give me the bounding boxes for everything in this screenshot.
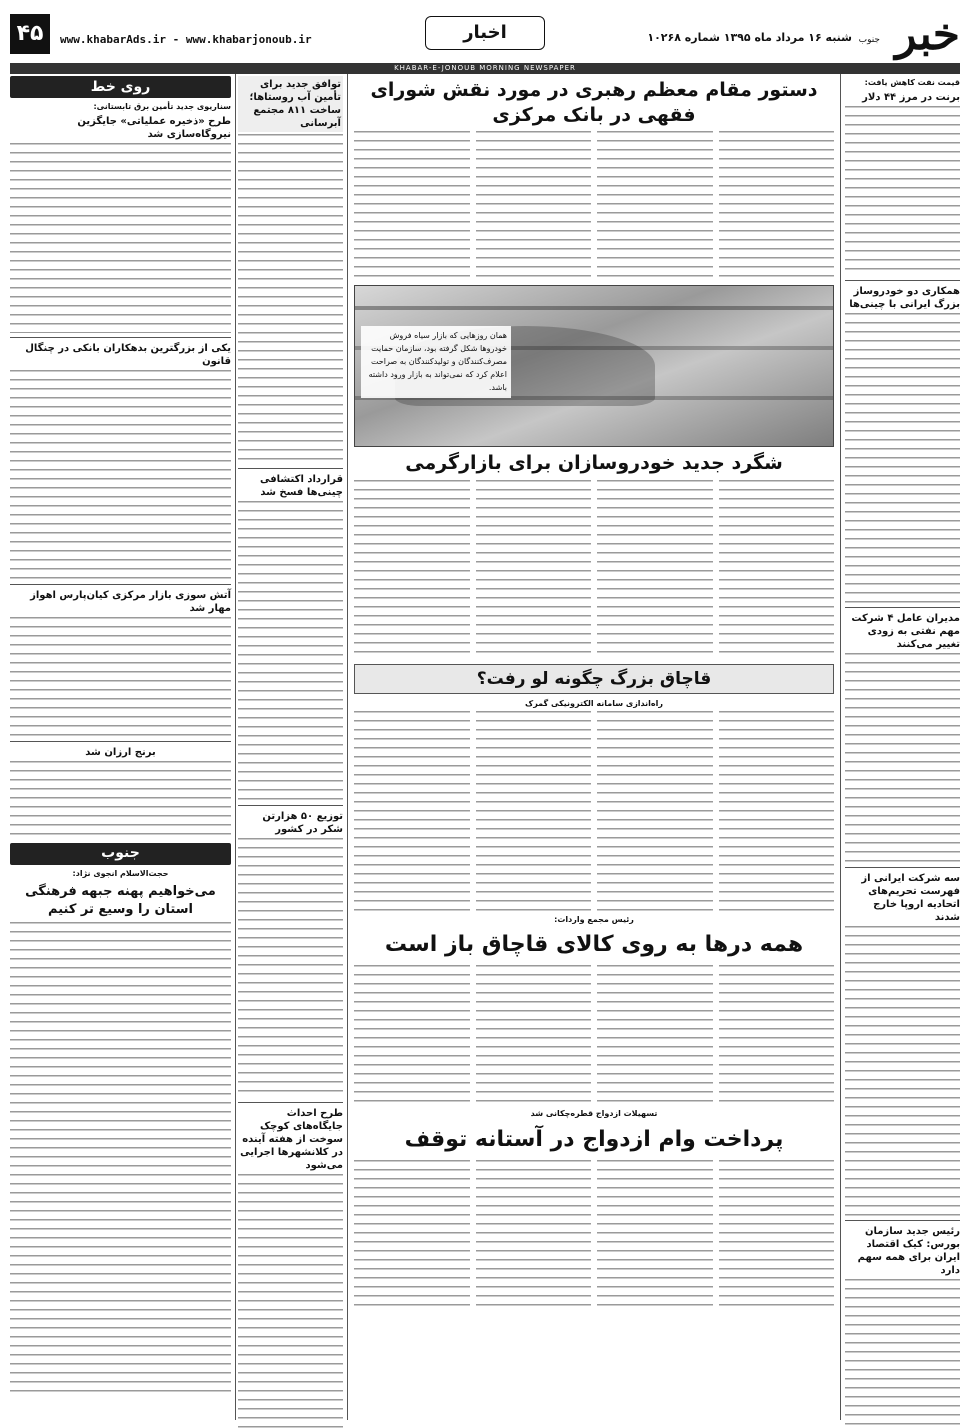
logo-subtext: جنوب: [858, 35, 880, 45]
article-body: [238, 838, 343, 1098]
website-urls[interactable]: www.khabarAds.ir - www.khabarjonoub.ir: [60, 33, 312, 46]
article-title: آتش سوزی بازار مرکزی کیان‌پارس اهواز مهار شد: [30, 589, 231, 614]
article-body: [845, 653, 960, 863]
article-body: [10, 143, 231, 333]
text-column: [354, 711, 470, 911]
text-column: [597, 711, 713, 911]
doors-kicker: رئیس مجمع واردات:: [554, 914, 634, 924]
page-number: ۴۵: [10, 14, 50, 54]
divider: [238, 1102, 343, 1103]
doors-headline: همه درها به روی کالای قاچاق باز است: [384, 932, 804, 958]
text-column: [597, 480, 713, 660]
divider: [845, 280, 960, 281]
text-column: [719, 480, 835, 660]
divider: [238, 468, 343, 469]
smuggling-kicker: راه‌اندازی سامانه الکترونیکی گمرک: [525, 699, 663, 709]
photo-caption: همان روزهایی که بازار سیاه فروش خودروها شکل گرفته بود، سازمان حمایت مصرف‌کنندگان و تولیدکنندگان به صراحت اعلام کرد که نمی‌تواند به بازار ورود داشته باشد.: [361, 326, 511, 398]
article-title: برنج ارزان شد: [85, 746, 156, 758]
text-column: [354, 965, 470, 1105]
dateline: شنبه ۱۶ مرداد ماه ۱۳۹۵ شماره ۱۰۲۶۸: [647, 31, 852, 44]
article-body: [10, 922, 231, 1392]
article-kicker: حجت‌الاسلام انجوی نژاد:: [72, 868, 169, 878]
section-header-rooye-khat: روی خط: [10, 76, 231, 98]
article-kicker: سناریوی جدید تأمین برق تابستانی:: [93, 102, 231, 111]
article-title: طرح «ذخیره عملیاتی» جایگزین نیروگاه‌سازی شد: [77, 115, 231, 140]
article-body: [845, 313, 960, 603]
article-title: مدیران عامل ۴ شرکت مهم نفتی به زودی تغییر می‌کنند: [851, 612, 960, 650]
article-body: [845, 926, 960, 1216]
logo-text: خبر: [895, 9, 960, 60]
english-strip: KHABAR-E-JONOUB MORNING NEWSPAPER: [10, 63, 960, 74]
loan-article-body: [354, 1160, 834, 1310]
smuggling-article-body: [354, 711, 834, 911]
lead-article-body: [354, 131, 834, 281]
lead-headline: دستور مقام معظم رهبری در مورد نقش شورای فقهی در بانک مرکزی: [370, 79, 818, 126]
car-factory-photo: [354, 285, 834, 447]
text-column: [719, 1160, 835, 1310]
left-news-column: [10, 74, 236, 1420]
right-news-column: [840, 74, 960, 1420]
text-column: [476, 711, 592, 911]
article-title: برنت در مرز ۴۴ دلار: [862, 91, 960, 103]
divider: [238, 805, 343, 806]
text-column: [476, 965, 592, 1105]
article-title: قرارداد اکتشافی چینی‌ها فسخ شد: [259, 474, 343, 498]
divider: [10, 337, 231, 338]
loan-headline: پرداخت وام ازدواج در آستانه توقف: [404, 1126, 784, 1152]
text-column: [354, 131, 470, 281]
article-grid: [10, 74, 960, 1420]
main-news-column: [354, 74, 834, 1420]
text-column: [354, 480, 470, 660]
article-body: [10, 617, 231, 737]
text-column: [597, 131, 713, 281]
doors-article-body: [354, 965, 834, 1105]
divider: [10, 741, 231, 742]
article-body: [10, 761, 231, 841]
section-header-jonoub: جنوب: [10, 843, 231, 865]
article-title: توزیع ۵۰ هزارتن شکر در کشور: [262, 811, 343, 835]
article-body: [10, 370, 231, 580]
divider: [845, 867, 960, 868]
loan-kicker: تسهیلات ازدواج قطره‌چکانی شد: [530, 1109, 658, 1119]
text-column: [476, 131, 592, 281]
section-title: اخبار: [425, 16, 545, 50]
text-column: [476, 480, 592, 660]
divider: [10, 584, 231, 585]
divider: [845, 607, 960, 608]
text-column: [476, 1160, 592, 1310]
article-title: رئیس جدید سازمان بورس: کیک اقتصاد ایران برای همه سهم دارد: [857, 1225, 960, 1276]
article-body: [845, 1279, 960, 1428]
newspaper-logo: [860, 8, 960, 62]
article-body: [845, 106, 960, 276]
text-column: [597, 1160, 713, 1310]
divider: [845, 1220, 960, 1221]
car-headline: شگرد جدید خودروسازان برای بازارگرمی: [405, 452, 783, 475]
article-body: [238, 501, 343, 801]
car-article-body: [354, 480, 834, 660]
article-title: سه شرکت ایرانی از فهرست تحریم‌های اتحادیه اروپا خارج شدند: [861, 872, 960, 923]
text-column: [354, 1160, 470, 1310]
text-column: [597, 965, 713, 1105]
article-kicker: قیمت نفت کاهش یافت:: [864, 78, 960, 87]
article-body: [238, 1174, 343, 1428]
article-body: [238, 134, 343, 464]
text-column: [719, 131, 835, 281]
article-title: طرح احداث جایگاه‌های کوچک سوخت از هفته آینده در کلانشهرها اجرایی می‌شود: [240, 1108, 343, 1171]
article-title: همکاری دو خودروساز بزرگ ایرانی با چینی‌ها: [849, 285, 960, 310]
text-column: [719, 711, 835, 911]
text-column: [719, 965, 835, 1105]
middle-news-column: [238, 74, 348, 1420]
article-title: توافق جدید برای تأمین آب روستاها؛ ساخت ۸۱۱ مجتمع آبرسانی: [238, 76, 343, 132]
masthead: [10, 8, 960, 74]
smuggling-banner: قاچاق بزرگ چگونه لو رفت؟: [354, 664, 834, 694]
article-title: می‌خواهیم پهنه جبهه فرهنگی استان را وسیع تر کنیم: [25, 884, 216, 917]
article-title: یکی از بزرگترین بدهکاران بانکی در چنگال قانون: [25, 342, 231, 367]
